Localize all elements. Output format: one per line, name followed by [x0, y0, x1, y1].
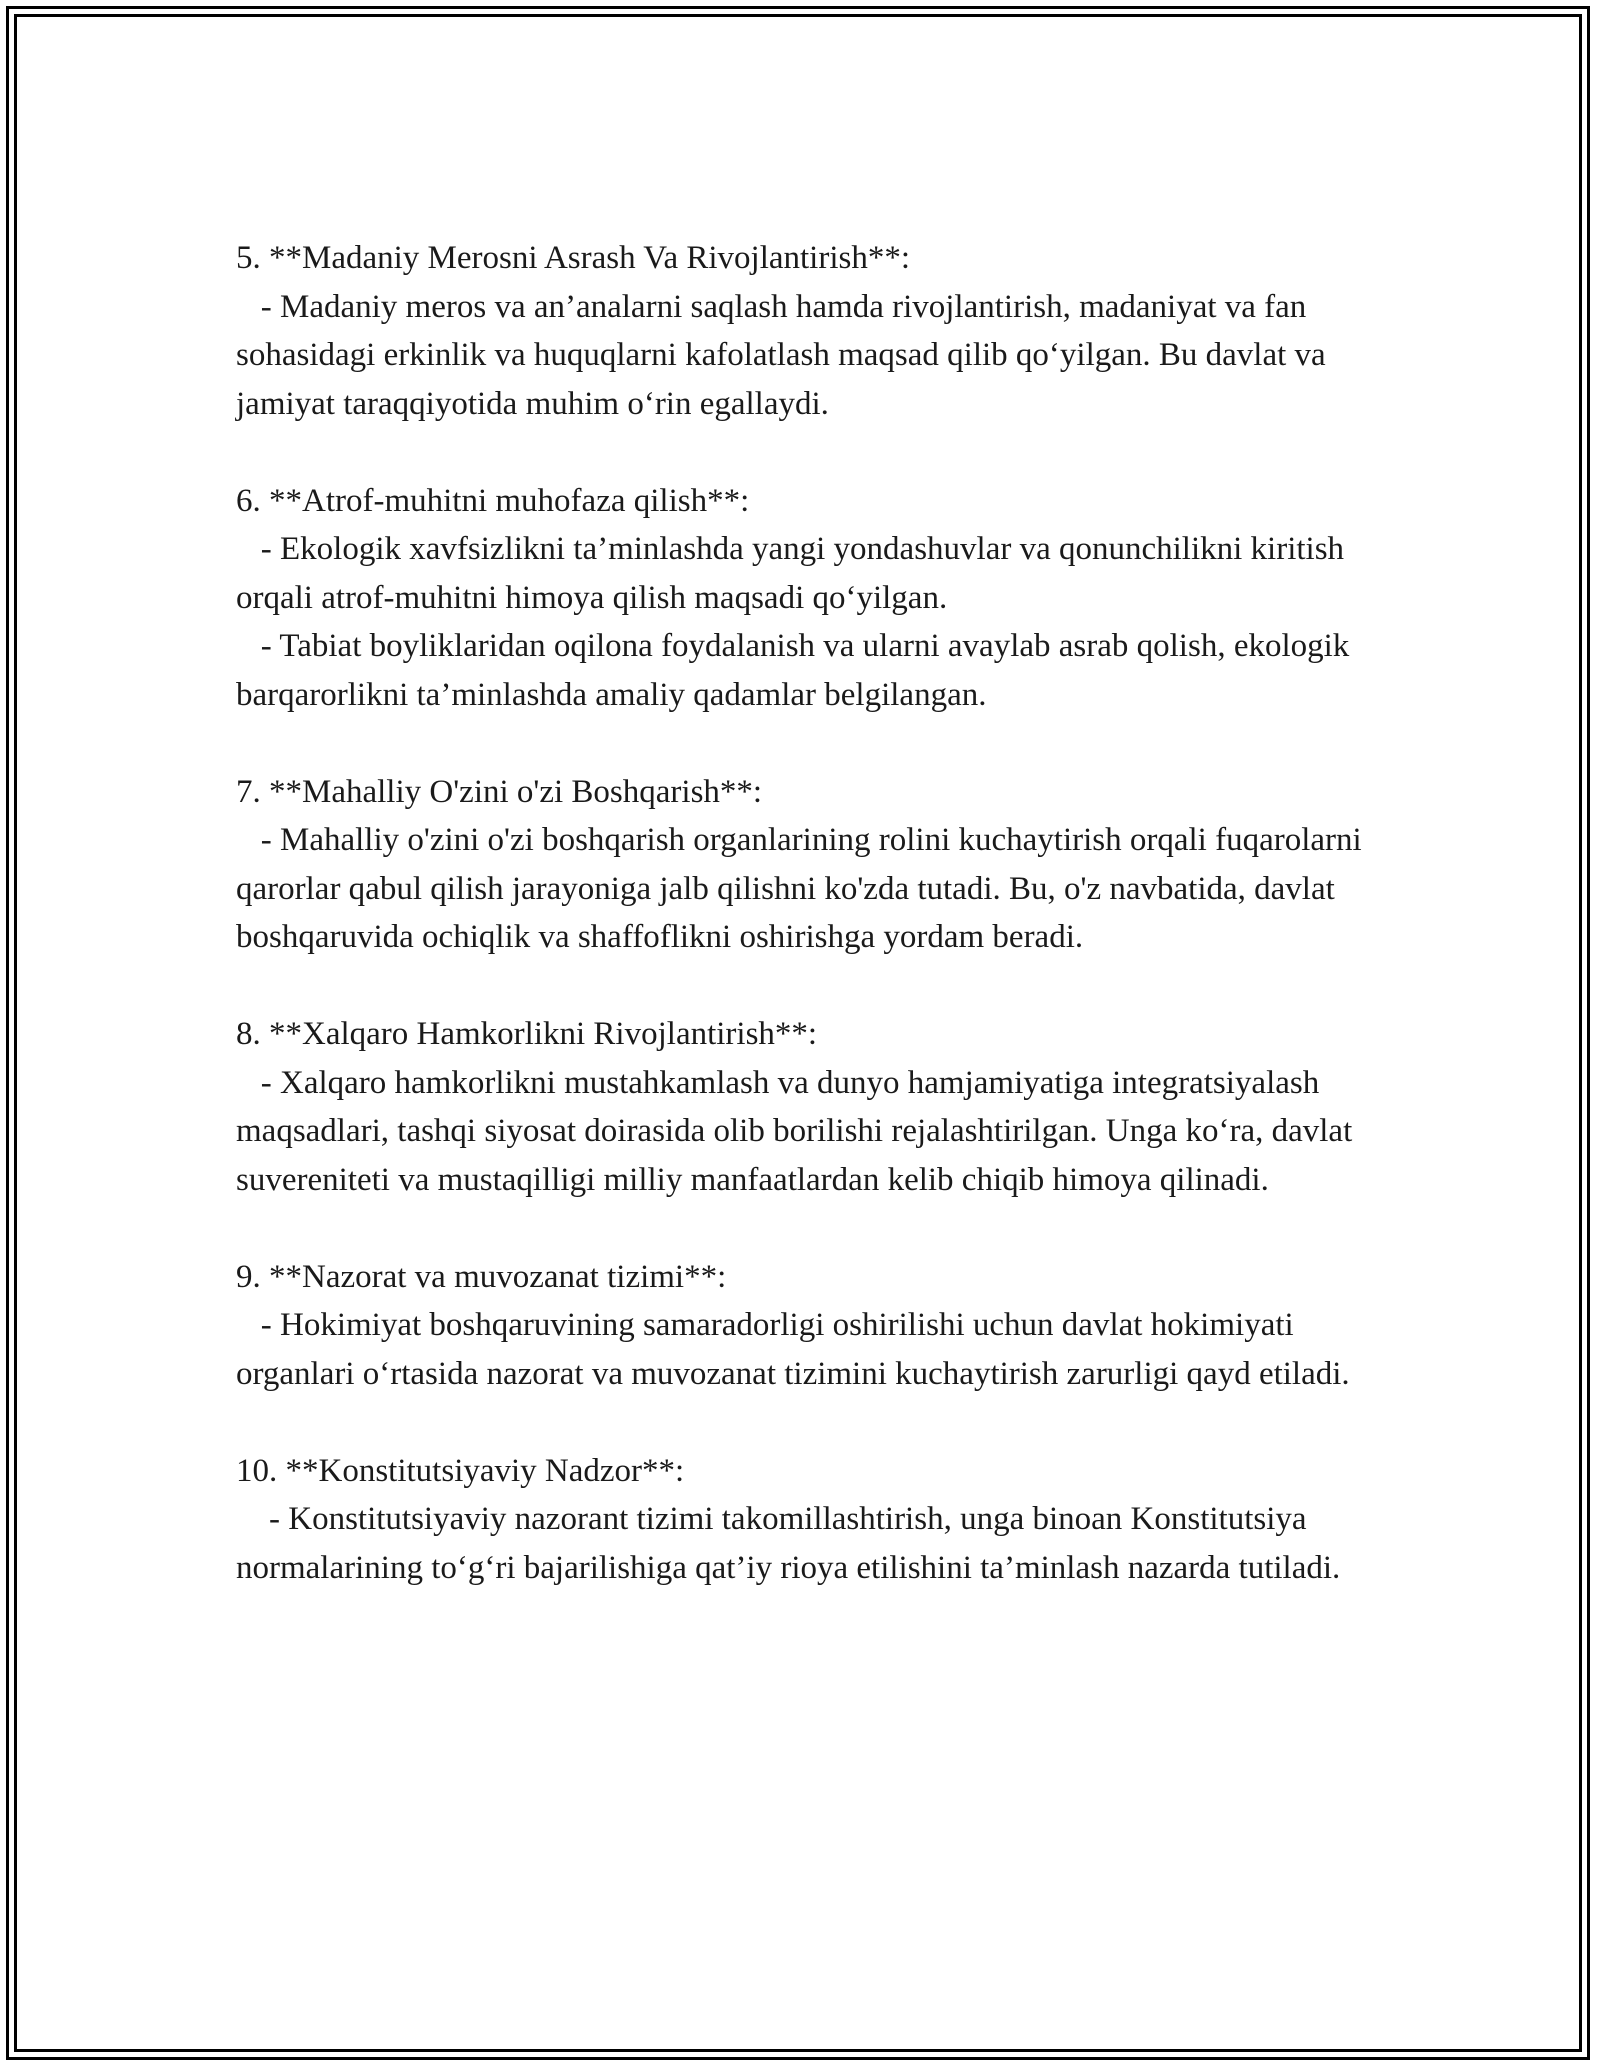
section-paragraph: - Mahalliy o'zini o'zi boshqarish organlarining rolini kuchaytirish orqali fuqarolarni qarorlar qabul qilish jarayoniga jalb qilishni ko'zda tutadi. Bu, o'z navbatida, davlat boshqaruvida ochiqlik va shaffoflikni oshirishga yordam beradi. — [236, 822, 1370, 955]
section-paragraph: - Madaniy meros va an’analarni saqlash hamda rivojlantirish, madaniyat va fan sohasidagi erkinlik va huquqlarni kafolatlash maqsad qilib qo‘yilgan. Bu davlat va jamiyat taraqqiyotida muhim o‘rin egallaydi. — [236, 288, 1334, 422]
section-paragraph: - Tabiat boyliklaridan oqilona foydalanish va ularni avaylab asrab qolish, ekologik barqarorlikni ta’minlashda amaliy qadamlar belgilangan. — [236, 628, 1358, 713]
section-paragraph: - Ekologik xavfsizlikni ta’minlashda yangi yondashuvlar va qonunchilikni kiritish orqali atrof-muhitni himoya qilish maqsadi qo‘yilgan. — [236, 531, 1353, 616]
section-7 — [236, 768, 1376, 962]
section-paragraph: - Hokimiyat boshqaruvining samaradorligi oshirilishi uchun davlat hokimiyati organlari o‘rtasida nazorat va muvozanat tizimini kuchaytirish zarurligi qayd etiladi. — [236, 1307, 1350, 1392]
section-heading: 5. **Madaniy Merosni Asrash Va Rivojlantirish**: — [236, 240, 911, 276]
section-heading: 6. **Atrof-muhitni muhofaza qilish**: — [236, 482, 750, 519]
section-8 — [236, 1010, 1376, 1204]
document-body — [236, 234, 1376, 1592]
section-heading: 9. **Nazorat va muvozanat tizimi**: — [236, 1258, 727, 1295]
section-heading: 10. **Konstitutsiyaviy Nadzor**: — [236, 1452, 685, 1489]
section-10 — [236, 1447, 1376, 1593]
section-9 — [236, 1253, 1376, 1399]
section-paragraph: - Xalqaro hamkorlikni mustahkamlash va dunyo hamjamiyatiga integratsiyalash maqsadlari, tashqi siyosat doirasida olib borilishi rejalashtirilgan. Unga ko‘ra, davlat suvereniteti va mustaqilligi milliy manfaatlardan kelib chiqib himoya qilinadi. — [236, 1064, 1361, 1198]
section-heading: 8. **Xalqaro Hamkorlikni Rivojlantirish**: — [236, 1016, 818, 1052]
section-5 — [236, 234, 1376, 428]
section-heading: 7. **Mahalliy O'zini o'zi Boshqarish**: — [236, 773, 763, 810]
section-paragraph: - Konstitutsiyaviy nazorant tizimi takomillashtirish, unga binoan Konstitutsiya normalarining to‘g‘ri bajarilishiga qat’iy rioya etilishini ta’minlash nazarda tutiladi. — [236, 1501, 1341, 1586]
section-6 — [236, 477, 1376, 720]
